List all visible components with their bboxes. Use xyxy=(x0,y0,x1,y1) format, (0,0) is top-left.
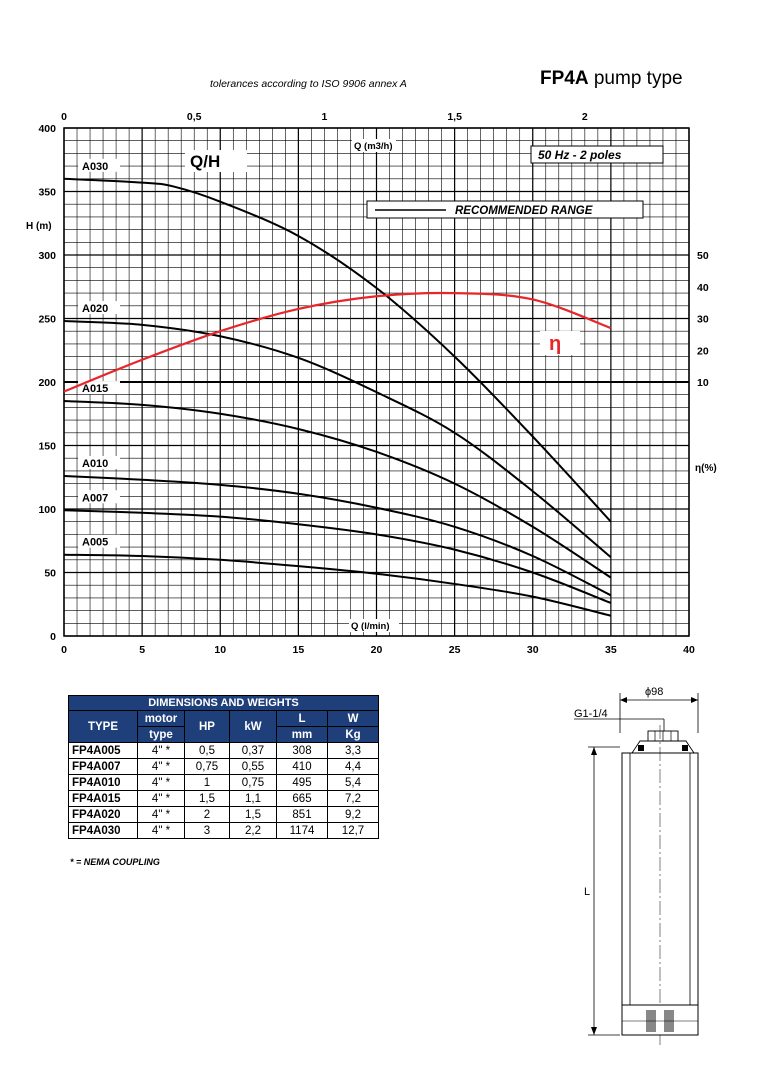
cell-motor: 4" * xyxy=(138,759,185,775)
cell-kw: 1,5 xyxy=(230,807,277,823)
y-tick-label: 200 xyxy=(38,377,56,389)
cell-w: 3,3 xyxy=(328,743,379,759)
curve-label-a010: A010 xyxy=(82,457,109,470)
thread-label: G1-1/4 xyxy=(574,708,608,720)
cell-motor: 4" * xyxy=(138,791,185,807)
col-l-unit: mm xyxy=(277,727,328,743)
x-tick-label: 40 xyxy=(683,644,695,656)
cell-l: 665 xyxy=(277,791,328,807)
eta-tick-label: 40 xyxy=(697,281,709,294)
pump-intake xyxy=(622,1005,698,1035)
table-row xyxy=(69,759,379,775)
col-kw: kW xyxy=(230,711,277,743)
top-tick-label: 0,5 xyxy=(186,111,202,123)
top-axis-label: Q (m3/h) xyxy=(354,141,393,152)
top-tick-label: 1 xyxy=(321,111,328,123)
cell-hp: 2 xyxy=(185,807,230,823)
cell-motor: 4" * xyxy=(138,807,185,823)
y-tick-label: 100 xyxy=(38,504,56,516)
table-row xyxy=(69,791,379,807)
cell-kw: 0,75 xyxy=(230,775,277,791)
curve-labels xyxy=(78,159,120,549)
cell-w: 7,2 xyxy=(328,791,379,807)
cell-type: FP4A015 xyxy=(69,791,138,807)
cell-type: FP4A005 xyxy=(69,743,138,759)
col-type: TYPE xyxy=(69,711,138,743)
table-row xyxy=(69,743,379,759)
cell-w: 4,4 xyxy=(328,759,379,775)
table-row xyxy=(69,775,379,791)
legend-label: RECOMMENDED RANGE xyxy=(455,205,593,217)
table-note: * = NEMA COUPLING xyxy=(70,857,160,867)
cell-kw: 0,37 xyxy=(230,743,277,759)
frequency-label: 50 Hz - 2 poles xyxy=(538,148,622,162)
performance-chart xyxy=(0,95,761,665)
x-tick-label: 0 xyxy=(61,644,67,656)
curve-label-a020: A020 xyxy=(82,303,109,316)
qh-label: Q/H xyxy=(190,152,221,171)
cell-hp: 1 xyxy=(185,775,230,791)
cell-l: 851 xyxy=(277,807,328,823)
y-tick-label: 350 xyxy=(38,186,56,199)
cell-l: 495 xyxy=(277,775,328,791)
cell-w: 12,7 xyxy=(328,823,379,839)
x-tick-label: 15 xyxy=(292,644,305,656)
y-tick-label: 50 xyxy=(44,567,56,580)
curve-label-a007: A007 xyxy=(82,492,109,505)
table-row xyxy=(69,807,379,823)
eta-tick-label: 20 xyxy=(697,345,709,358)
col-hp: HP xyxy=(185,711,230,743)
page-title xyxy=(540,68,683,90)
cell-type: FP4A010 xyxy=(69,775,138,791)
cell-type: FP4A020 xyxy=(69,807,138,823)
x-tick-label: 35 xyxy=(605,644,617,656)
cell-l: 410 xyxy=(277,759,328,775)
diameter-label: ϕ98 xyxy=(645,686,664,698)
eta-label: η xyxy=(549,333,562,355)
dimensions-table xyxy=(68,695,379,839)
cell-kw: 2,2 xyxy=(230,823,277,839)
top-tick-label: 2 xyxy=(581,111,588,123)
y-tick-label: 250 xyxy=(38,313,56,326)
left-tick-labels xyxy=(38,123,56,643)
head-bolt xyxy=(682,745,688,751)
eta-tick-label: 30 xyxy=(697,313,709,326)
top-tick-label: 1,5 xyxy=(447,111,462,123)
top-tick-label: 0 xyxy=(61,111,67,123)
cell-hp: 1,5 xyxy=(185,791,230,807)
x-tick-label: 10 xyxy=(214,644,227,656)
col-motor-sub: type xyxy=(138,727,185,743)
col-motor: motor xyxy=(138,711,185,727)
cell-type: FP4A007 xyxy=(69,759,138,775)
cell-motor: 4" * xyxy=(138,743,185,759)
length-label: L xyxy=(584,886,591,898)
bottom-axis-label: Q (l/min) xyxy=(351,621,390,632)
eta-tick-label: 50 xyxy=(697,250,709,262)
right-tick-labels xyxy=(697,250,709,389)
x-tick-label: 30 xyxy=(526,644,539,656)
cell-type: FP4A030 xyxy=(69,823,138,839)
col-w: W xyxy=(328,711,379,727)
col-l: L xyxy=(277,711,328,727)
cell-kw: 0,55 xyxy=(230,759,277,775)
cell-l: 308 xyxy=(277,743,328,759)
eta-tick-label: 10 xyxy=(697,377,709,389)
cell-kw: 1,1 xyxy=(230,791,277,807)
curve-label-a015: A015 xyxy=(82,383,109,396)
cell-motor: 4" * xyxy=(138,775,185,791)
col-w-unit: Kg xyxy=(328,727,379,743)
top-tick-labels xyxy=(61,111,588,123)
y-tick-label: 300 xyxy=(38,250,56,262)
curve-label-a005: A005 xyxy=(82,536,109,549)
head-bolt xyxy=(638,745,644,751)
table-caption: DIMENSIONS AND WEIGHTS xyxy=(69,696,379,711)
cell-w: 5,4 xyxy=(328,775,379,791)
cell-hp: 0,75 xyxy=(185,759,230,775)
cell-w: 9,2 xyxy=(328,807,379,823)
x-tick-label: 5 xyxy=(139,644,146,656)
right-axis-label: η(%) xyxy=(695,463,717,474)
title-model: FP4A xyxy=(540,68,589,89)
title-suffix: pump type xyxy=(588,68,683,89)
tolerance-note: tolerances according to ISO 9906 annex A xyxy=(210,78,407,90)
left-axis-label: H (m) xyxy=(26,221,52,232)
y-tick-label: 150 xyxy=(38,440,56,453)
cell-hp: 3 xyxy=(185,823,230,839)
x-tick-label: 20 xyxy=(370,644,383,656)
pump-dimension-drawing xyxy=(560,685,720,1050)
x-tick-label: 25 xyxy=(448,644,461,656)
y-tick-label: 400 xyxy=(38,123,56,135)
table-body xyxy=(69,743,379,839)
curve-label-a030: A030 xyxy=(82,160,109,173)
cell-l: 1174 xyxy=(277,823,328,839)
cell-motor: 4" * xyxy=(138,823,185,839)
table-row xyxy=(69,823,379,839)
y-tick-label: 0 xyxy=(50,631,56,643)
cell-hp: 0,5 xyxy=(185,743,230,759)
bottom-tick-labels xyxy=(61,644,695,656)
